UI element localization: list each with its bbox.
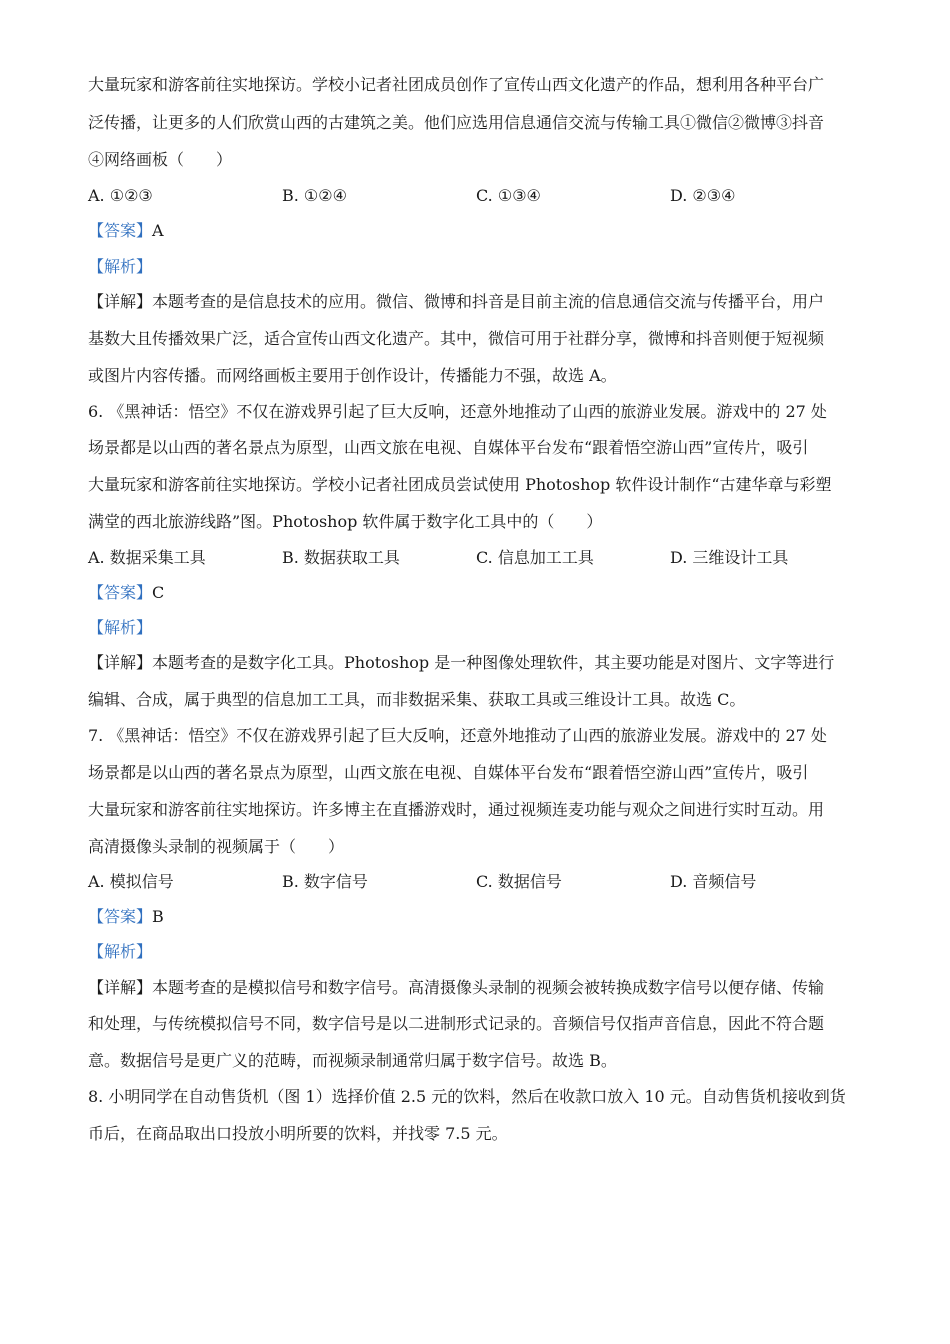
detail-text: 本题考查的是模拟信号和数字信号。高清摄像头录制的视频会被转换成数字信号以便存储、传输 [152, 978, 825, 997]
answer-label: 【答案】 [88, 907, 153, 926]
detail-text: 本题考查的是数字化工具。Photoshop 是一种图像处理软件，其主要功能是对图片、文字等进行 [152, 653, 835, 672]
q5-detail-line-1 [88, 292, 868, 312]
q5-analysis [88, 257, 868, 277]
q6-detail-line-1 [88, 653, 868, 673]
q6-analysis [88, 618, 868, 638]
q5-stem-line-2: 泛传播，让更多的人们欣赏山西的古建筑之美。他们应选用信息通信交流与传输工具①微信②微博③抖音 [88, 113, 825, 132]
q7-option-a: A. 模拟信号 [88, 872, 174, 891]
detail-label: 【详解】 [88, 978, 153, 997]
answer-value: C [152, 583, 165, 602]
q5-detail-line-3: 或图片内容传播。而网络画板主要用于创作设计，传播能力不强，故选 A。 [88, 366, 617, 385]
q7-option-b: B. 数字信号 [282, 872, 368, 891]
detail-text: 本题考查的是信息技术的应用。微信、微博和抖音是目前主流的信息通信交流与传播平台，用户 [152, 292, 825, 311]
q7-option-d: D. 音频信号 [670, 872, 757, 891]
q6-option-d: D. 三维设计工具 [670, 548, 789, 567]
answer-value: B [152, 907, 164, 926]
q5-detail-line-2: 基数大且传播效果广泛，适合宣传山西文化遗产。其中，微信可用于社群分享，微博和抖音则便于短视频 [88, 329, 825, 348]
answer-label: 【答案】 [88, 583, 153, 602]
q6-option-b: B. 数据获取工具 [282, 548, 400, 567]
q5-answer [88, 221, 868, 241]
analysis-label: 【解析】 [88, 618, 153, 637]
q7-stem-line-4: 高清摄像头录制的视频属于（ ） [88, 837, 345, 856]
q5-option-d: D. ②③④ [670, 186, 736, 205]
q7-detail-line-3: 意。数据信号是更广义的范畴，而视频录制通常归属于数字信号。故选 B。 [88, 1051, 617, 1070]
q5-option-b: B. ①②④ [282, 186, 347, 205]
q7-detail-line-1 [88, 978, 868, 998]
answer-label: 【答案】 [88, 221, 153, 240]
q5-stem-line-3: ④网络画板（ ） [88, 150, 233, 169]
detail-label: 【详解】 [88, 653, 153, 672]
q7-analysis [88, 942, 868, 962]
q7-stem-line-3: 大量玩家和游客前往实地探访。许多博主在直播游戏时，通过视频连麦功能与观众之间进行实时互动。用 [88, 800, 825, 819]
q6-stem-line-3: 大量玩家和游客前往实地探访。学校小记者社团成员尝试使用 Photoshop 软件设计制作“古建华章与彩塑 [88, 475, 832, 494]
q7-stem-line-2: 场景都是以山西的著名景点为原型，山西文旅在电视、自媒体平台发布“跟着悟空游山西”宣传片，吸引 [88, 763, 809, 782]
detail-label: 【详解】 [88, 292, 153, 311]
q7-answer [88, 907, 868, 927]
q7-detail-line-2: 和处理，与传统模拟信号不同，数字信号是以二进制形式记录的。音频信号仅指声音信息，因此不符合题 [88, 1014, 825, 1033]
q6-stem-line-2: 场景都是以山西的著名景点为原型，山西文旅在电视、自媒体平台发布“跟着悟空游山西”宣传片，吸引 [88, 438, 809, 457]
q6-stem-line-4: 满堂的西北旅游线路”图。Photoshop 软件属于数字化工具中的（ ） [88, 512, 603, 531]
q7-option-c: C. 数据信号 [476, 872, 562, 891]
q5-stem-line-1: 大量玩家和游客前往实地探访。学校小记者社团成员创作了宣传山西文化遗产的作品，想利用各种平台广 [88, 75, 825, 94]
q6-stem-line-1: 6. 《黑神话：悟空》不仅在游戏界引起了巨大反响，还意外地推动了山西的旅游业发展。游戏中的 27 处 [88, 402, 827, 421]
q7-stem-line-1: 7. 《黑神话：悟空》不仅在游戏界引起了巨大反响，还意外地推动了山西的旅游业发展。游戏中的 27 处 [88, 726, 827, 745]
analysis-label: 【解析】 [88, 257, 153, 276]
analysis-label: 【解析】 [88, 942, 153, 961]
q5-option-a: A. ①②③ [88, 186, 153, 205]
q5-option-c: C. ①③④ [476, 186, 541, 205]
answer-value: A [152, 221, 164, 240]
q6-detail-line-2: 编辑、合成，属于典型的信息加工工具，而非数据采集、获取工具或三维设计工具。故选 C。 [88, 690, 746, 709]
q6-option-c: C. 信息加工工具 [476, 548, 594, 567]
q8-stem-line-1: 8. 小明同学在自动售货机（图 1）选择价值 2.5 元的饮料，然后在收款口放入 10 元。自动售货机接收到货 [88, 1087, 846, 1106]
q8-stem-line-2: 币后，在商品取出口投放小明所要的饮料，并找零 7.5 元。 [88, 1124, 508, 1143]
q6-answer [88, 583, 868, 603]
q6-option-a: A. 数据采集工具 [88, 548, 206, 567]
